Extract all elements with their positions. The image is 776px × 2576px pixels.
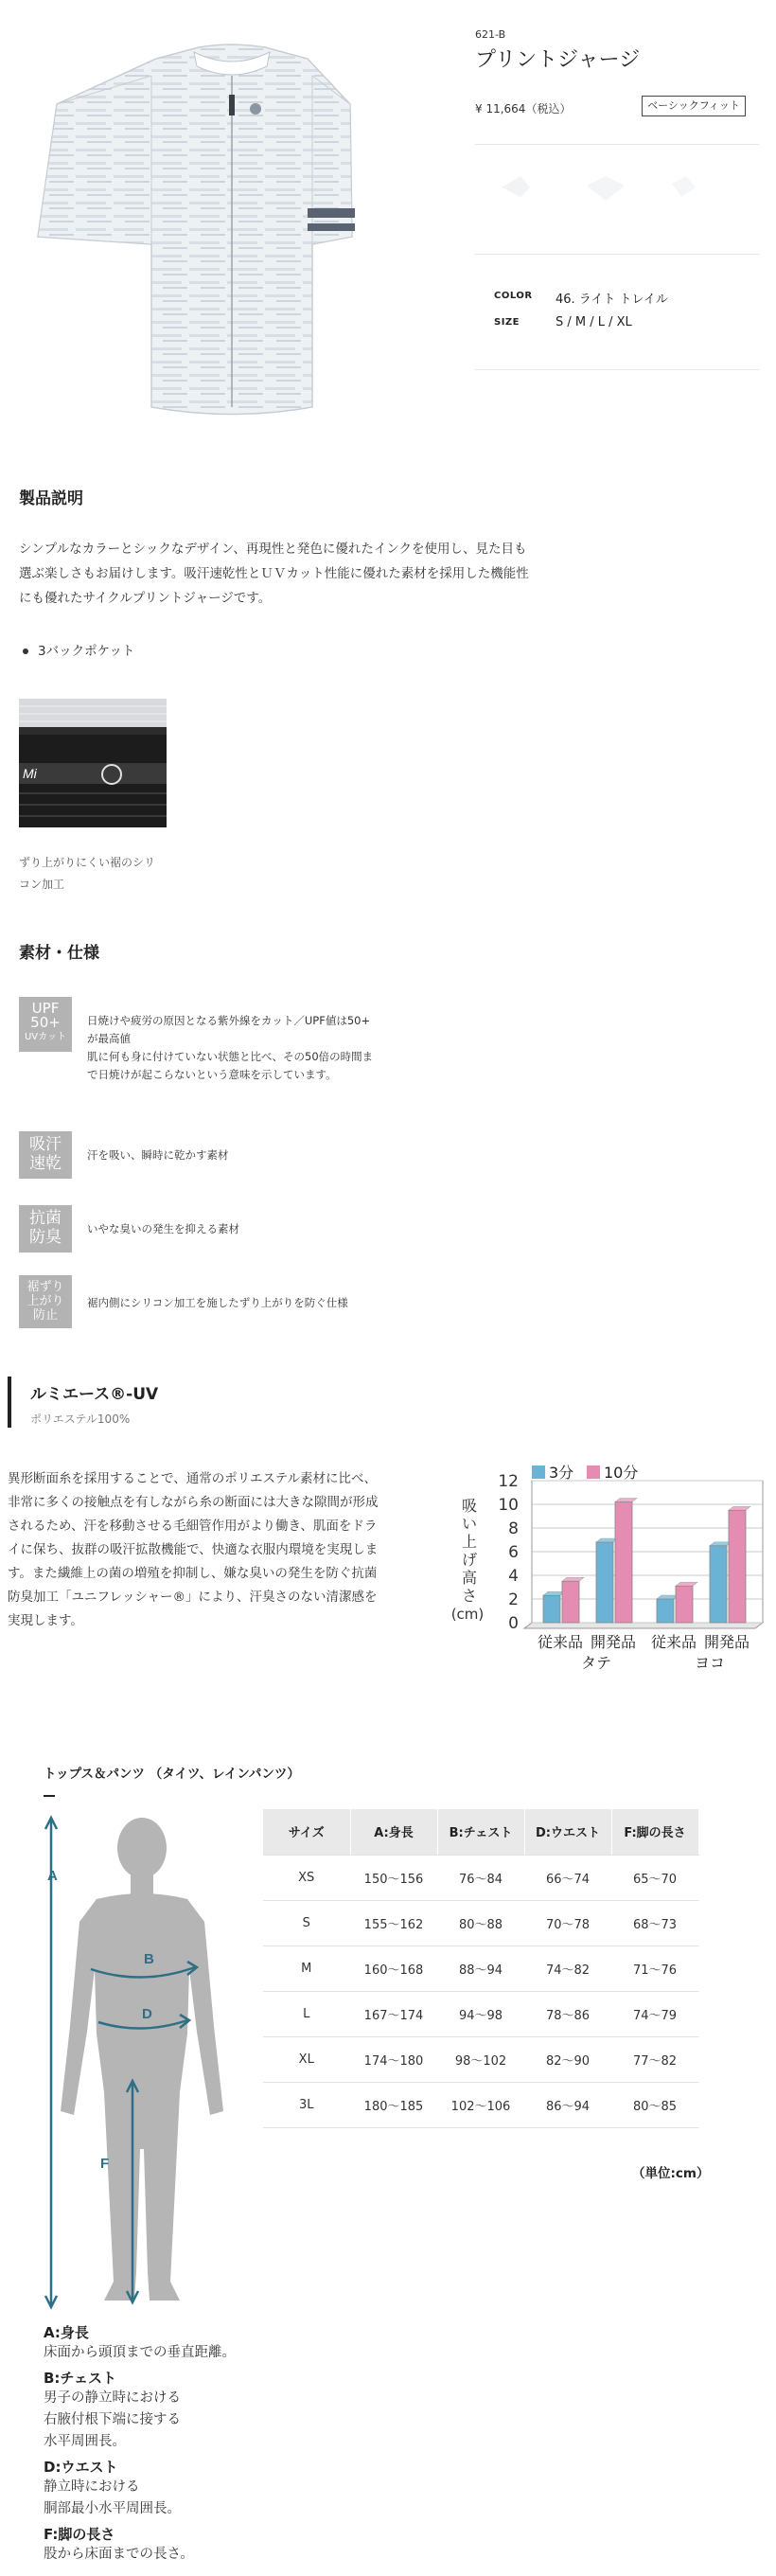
icon-text: 防止 [32,1308,58,1323]
table-cell: 88〜94 [437,1945,524,1991]
y-tick-label: 6 [508,1543,519,1562]
color-label: COLOR [494,291,533,301]
materials-heading: 素材・仕様 [19,944,99,963]
product-code: 621-B [475,28,506,41]
bullet-dot [23,648,28,654]
table-cell: S [263,1900,350,1945]
fabric-composition: ポリエステル100% [30,1412,131,1426]
divider [475,144,759,145]
icon-text: 吸汗 [29,1135,62,1154]
table-cell: 65〜70 [611,1855,698,1900]
bar [562,1581,579,1623]
jersey-illustration [0,0,454,435]
table-cell: L [263,1991,350,2036]
table-cell: 71〜76 [611,1945,698,1991]
definition-line: 水平周囲長。 [44,2434,126,2449]
legend-swatch [587,1466,600,1479]
product-image[interactable] [0,0,454,435]
feature-line: いやな臭いの発生を抑える素材 [87,1222,239,1235]
y-tick-label: 0 [508,1614,519,1633]
table-cell: 180〜185 [350,2082,437,2127]
table-cell: 76〜84 [437,1855,524,1900]
bullet-item [23,640,134,659]
legend-swatch [532,1466,545,1479]
x-tick-label: 従来品 [650,1633,697,1651]
y-axis-label-char: い [461,1515,478,1533]
table-row [263,2082,698,2127]
definition-title: B:チェスト [44,2370,116,2387]
product-price: ¥ 11,664（税込） [475,102,572,115]
table-cell: 86〜94 [524,2082,611,2127]
feature-line: 肌に何も身に付けていない状態と比べ、その50倍の時間ま [87,1050,374,1063]
feature-text [87,1146,409,1164]
plot-floor [524,1623,763,1628]
x-tick-label: 従来品 [537,1633,584,1651]
table-cell: 80〜88 [437,1900,524,1945]
feature-line: 日焼けや疲労の原因となる紫外線をカット／UPF値は50+ [87,1014,371,1027]
bar [615,1502,632,1624]
table-cell: 74〜82 [524,1945,611,1991]
definition-line: 男子の静立時における [44,2390,181,2406]
divider [475,254,759,255]
definition-line: 床面から頭頂までの垂直距離。 [44,2345,236,2360]
bar [729,1510,746,1623]
fabric-accent-bar [8,1377,11,1428]
y-tick-label: 4 [508,1567,519,1586]
hem-photo[interactable] [19,699,167,827]
y-axis-label-char: 上 [461,1533,478,1551]
table-cell: 78〜86 [524,1991,611,2036]
color-swatch-row[interactable] [483,159,748,235]
fit-badge[interactable]: ベーシックフィット [642,96,746,116]
color-swatch-thumbnails [483,159,748,235]
bar [596,1542,613,1623]
definition-line: 股から床面までの長さ。 [44,2547,194,2562]
table-cell: 66〜74 [524,1855,611,1900]
photo-caption-line: コン加工 [19,878,65,891]
legend-label: 10分 [604,1464,639,1482]
feature-line: が最高値 [87,1032,131,1045]
y-tick-label: 12 [498,1472,519,1491]
table-cell: 3L [263,2082,350,2127]
unit-note: （単位:cm） [632,2166,710,2181]
y-axis-label-char: 吸 [461,1497,478,1515]
hem-silicone-photo [19,699,167,827]
table-cell: XL [263,2036,350,2082]
table-cell: M [263,1945,350,1991]
table-cell: 102〜106 [437,2082,524,2127]
y-axis-label-char: (cm) [450,1606,485,1623]
table-row [263,1855,698,1900]
figure-label-d: D [142,2006,152,2022]
feature-line: 汗を吸い、瞬時に乾かす素材 [87,1148,229,1162]
figure-label-f: F [100,2156,110,2172]
feature-line: で日焼けが起こらないという意味を示しています。 [87,1068,337,1081]
fabric-name: ルミエース®-UV [30,1385,159,1404]
table-cell: 70〜78 [524,1900,611,1945]
table-row [263,1991,698,2036]
fabric-text: 異形断面糸を採用することで、通常のポリエステル素材に比べ、非常に多くの接触点を有しながら糸の断面には大きな隙間が形成されるため、汗を移動させる毛細管作用がより働き、肌面をドライに保ち、抜群の吸汗拡散機能で、快適な衣服内環境を実現します。また繊維上の菌の増殖を抑制し、嫌な臭いの発生を防ぐ抗菌防臭加工「ユニフレッシャー®」により、汗臭さのない清潔感を実現します。 [8,1471,379,1628]
figure-label-b: B [144,1951,154,1967]
table-cell: 174〜180 [350,2036,437,2082]
product-title: プリントジャージ [475,48,641,72]
table-header-cell: B:チェスト [437,1809,524,1855]
table-row [263,1900,698,1945]
y-axis-label-char: さ [461,1587,478,1605]
feature-text [87,1220,409,1238]
feature-text [87,1294,409,1312]
size-value: S / M / L / XL [556,315,632,329]
legend-label: 3分 [549,1464,574,1482]
body-measurement-figure [38,1808,227,2319]
description-heading: 製品説明 [19,489,83,508]
definition-title: D:ウエスト [44,2459,118,2476]
bar [657,1599,674,1623]
table-header-cell: サイズ [263,1809,350,1855]
bar [543,1595,560,1623]
table-row [263,2036,698,2082]
y-tick-label: 2 [508,1590,519,1609]
bar [676,1586,693,1623]
table-cell: 98〜102 [437,2036,524,2082]
icon-text: 裾ずり [26,1280,64,1294]
definition-title: F:脚の長さ [44,2526,115,2543]
divider [475,369,759,370]
x-tick-label: 開発品 [703,1633,750,1651]
table-header-row [263,1809,698,1855]
table-cell: 77〜82 [611,2036,698,2082]
y-tick-label: 8 [508,1519,519,1538]
table-cell: XS [263,1855,350,1900]
feature-text [87,1012,409,1084]
y-tick-label: 10 [498,1496,519,1515]
figure-label-a: A [47,1868,58,1884]
definition-line: 右腋付根下端に接する [44,2412,181,2427]
svg-text:Mi: Mi [23,766,37,781]
color-value: 46. ライト トレイル [556,293,668,307]
definition-line: 静立時における [44,2479,140,2495]
icon-text: 上がり [26,1294,64,1308]
heading-underline [44,1795,55,1797]
wicking-chart-svg [450,1464,772,1683]
x-tick-label: 開発品 [590,1633,637,1651]
bullet-label: 3バックポケット [38,644,135,659]
quick-dry-icon [19,1131,72,1179]
table-header-cell: F:脚の長さ [611,1809,698,1855]
description-text: シンプルなカラーとシックなデザイン、再現性と発色に優れたインクを使用し、見た目も選ぶ楽しさもお届けします。吸汗速乾性とＵＶカット性能に優れた素材を採用した機能性にも優れたサイクルプリントジャージです。 [19,542,529,606]
size-chart-heading: トップス＆パンツ （タイツ、レインパンツ） [44,1767,300,1782]
table-cell: 68〜73 [611,1900,698,1945]
icon-text: UVカット [24,1032,67,1042]
table-cell: 94〜98 [437,1991,524,2036]
photo-caption-line: ずり上がりにくい裾のシリ [19,856,156,869]
size-label: SIZE [494,317,520,328]
table-header-cell: A:身長 [350,1809,437,1855]
size-table [263,1809,699,2128]
body-figure [38,1808,227,2319]
x-group-label: タテ [580,1654,612,1672]
definition-line: 胴部最小水平周囲長。 [44,2501,181,2516]
antibacterial-icon [19,1205,72,1252]
table-cell: 80〜85 [611,2082,698,2127]
feature-line: 裾内側にシリコン加工を施したずり上がりを防ぐ仕様 [87,1296,348,1309]
measurement-definitions [44,2322,327,2566]
table-row [263,1945,698,1991]
icon-text: 防臭 [29,1228,62,1247]
icon-text: 50+ [30,1014,61,1031]
table-header-cell: D:ウエスト [524,1809,611,1855]
table-cell: 155〜162 [350,1900,437,1945]
icon-text: 抗菌 [29,1209,62,1228]
y-axis-label-char: げ [461,1551,478,1569]
wicking-chart [450,1464,772,1683]
table-cell: 150〜156 [350,1855,437,1900]
definition-title: A:身長 [44,2324,89,2341]
table-cell: 167〜174 [350,1991,437,2036]
anti-rideup-icon [19,1275,72,1328]
icon-text: UPF [31,1000,60,1017]
bar [710,1546,727,1623]
table-cell: 82〜90 [524,2036,611,2082]
photo-caption [19,852,155,896]
x-group-label: ヨコ [694,1654,726,1672]
table-cell: 160〜168 [350,1945,437,1991]
icon-text: 速乾 [29,1154,62,1173]
y-axis-label-char: 高 [461,1569,478,1587]
table-cell: 74〜79 [611,1991,698,2036]
uv-cut-icon [19,997,72,1052]
